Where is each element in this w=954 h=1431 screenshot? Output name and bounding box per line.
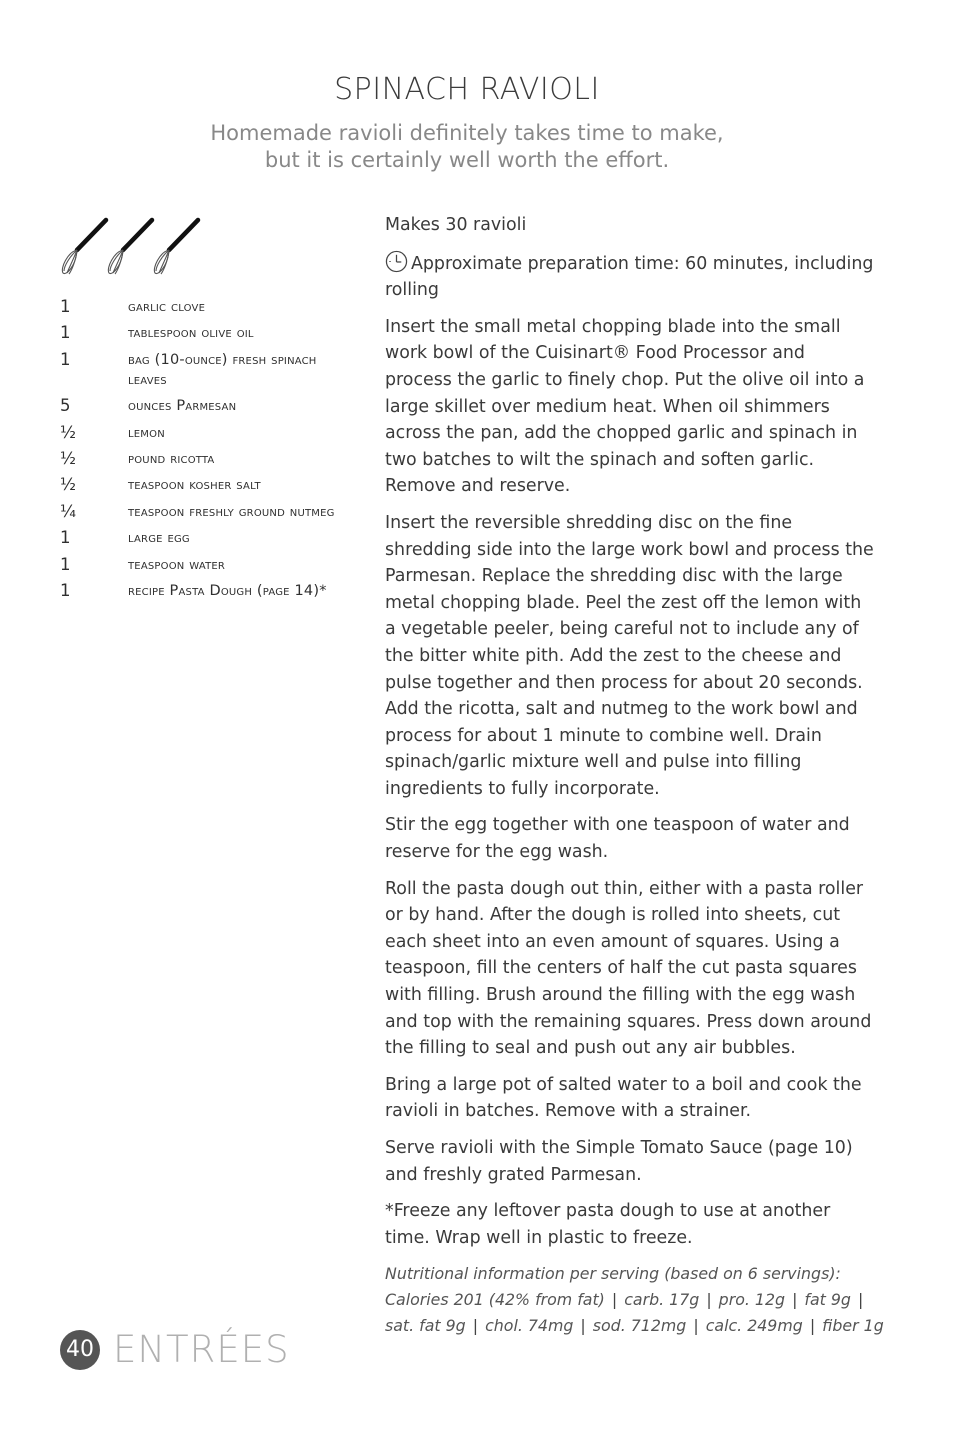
whisk-icon (154, 220, 198, 274)
nutrition-sodium: sod. 712mg (592, 1316, 687, 1336)
step-paragraph: Serve ravioli with the Simple Tomato Sauce (page 10) and freshly grated Parmesan. (385, 1138, 853, 1185)
difficulty-whisks (58, 216, 208, 278)
nutrition-heading: Nutritional information per serving (based on 6 servings): (385, 1264, 841, 1284)
nutrition-calcium: calc. 249mg (705, 1316, 803, 1336)
whisk-icon (108, 220, 152, 274)
nutrition-calories: Calories 201 (42% from fat) (385, 1290, 605, 1310)
nutrition-protein: pro. 12g (718, 1290, 786, 1310)
ingredient-quantity: ½ (60, 422, 76, 442)
ingredient-item (60, 323, 360, 343)
subtitle-line-1: Homemade ravioli definitely takes time to make, (210, 121, 724, 145)
ingredient-name: teaspoon freshly ground nutmeg (128, 503, 335, 520)
ingredient-item (60, 423, 360, 443)
step-paragraph: Bring a large pot of salted water to a boil and cook the ravioli in batches. Remove with a strainer. (385, 1074, 862, 1122)
ingredient-name: pound ricotta (128, 450, 215, 467)
nutrition-info (385, 1261, 884, 1339)
clock-icon (385, 250, 408, 273)
ingredient-quantity: 1 (60, 297, 71, 316)
page-footer (60, 1328, 290, 1371)
ingredient-name: garlic clove (128, 299, 206, 315)
separator: | (792, 1290, 798, 1310)
ingredient-item (60, 555, 360, 575)
nutrition-line-1 (385, 1287, 877, 1313)
separator: | (472, 1316, 479, 1336)
nutrition-fiber: fiber 1g (822, 1316, 884, 1336)
ingredient-quantity: 1 (60, 323, 71, 343)
step-paragraph: Insert the reversible shredding disc on the fine shredding side into the large work bowl and process the Parmesan. Replace the shredding disc with the large metal chopping blade. Peel the zest off the lemon with a vegetable peeler, being careful not to include any of the bitter white pith. Add the zest to the cheese and pulse together and then process for about 20 seconds. Add the ricotta, salt and nutmeg to the work bowl and process for about 1 minute to combine well. Drain spinach/garlic mixture well and pulse into filling ingredients to fully incorporate. (385, 512, 874, 799)
ingredient-quantity: ½ (60, 475, 76, 495)
ingredient-item (60, 350, 360, 390)
ingredient-quantity: ½ (60, 448, 76, 468)
ingredient-item (60, 396, 360, 416)
nutrition-carb: carb. 17g (624, 1290, 700, 1310)
separator: | (611, 1290, 618, 1310)
ingredient-quantity: ¼ (60, 501, 76, 521)
ingredient-name: teaspoon kosher salt (128, 477, 261, 494)
separator: | (706, 1290, 712, 1310)
recipe-title: SPINACH RAVIOLI (334, 72, 600, 107)
step-paragraph: Insert the small metal chopping blade into the small work bowl of the Cuisinart® Food Processor and process the garlic to finely chop. Put the olive oil into a large skillet over medium heat. When oil shimmers across the pan, add the chopped garlic and spinach in two batches to wilt the spinach and soften garlic. Remove and reserve. (385, 316, 865, 497)
prep-time-text: Approximate preparation time: 60 minutes, including rolling (385, 253, 874, 301)
ingredient-name: bag (10-ounce) fresh spinach leaves (128, 351, 317, 388)
step-paragraph: *Freeze any leftover pasta dough to use at another time. Wrap well in plastic to freeze. (385, 1201, 831, 1248)
ingredient-name: ounces Parmesan (128, 398, 237, 415)
yield-text: Makes 30 ravioli (385, 215, 527, 235)
ingredient-item (60, 528, 360, 548)
ingredient-quantity: 5 (60, 396, 71, 416)
ingredient-name: tablespoon olive oil (128, 325, 254, 342)
nutrition-sat-fat: sat. fat 9g (385, 1316, 466, 1336)
ingredient-name: lemon (128, 424, 165, 441)
separator: | (693, 1316, 699, 1336)
ingredient-name: teaspoon water (128, 556, 226, 573)
ingredient-quantity: 1 (60, 580, 71, 600)
page-number-badge: 40 (60, 1330, 100, 1370)
whisk-icon (62, 220, 106, 274)
separator: | (580, 1316, 586, 1336)
ingredient-item (60, 297, 360, 317)
nutrition-chol: chol. 74mg (485, 1316, 574, 1336)
subtitle-line-2: but it is certainly well worth the effort. (264, 148, 670, 172)
recipe-subtitle (0, 120, 934, 174)
ingredient-name: large egg (128, 530, 190, 547)
prep-time (385, 250, 877, 304)
ingredient-quantity: 1 (60, 554, 71, 574)
ingredient-quantity: 1 (60, 528, 71, 548)
ingredient-quantity: 1 (60, 349, 71, 369)
ingredient-item (60, 581, 360, 601)
ingredient-item (60, 449, 360, 469)
ingredient-item (60, 502, 360, 522)
section-label: ENTRÉES (113, 1328, 290, 1371)
ingredient-item (60, 475, 360, 495)
nutrition-line-2 (385, 1313, 884, 1339)
separator: | (858, 1290, 864, 1310)
recipe-instructions (385, 212, 884, 1339)
step-paragraph: Roll the pasta dough out thin, either with a pasta roller or by hand. After the dough is rolled into sheets, cut each sheet into an even amount of squares. Using a teaspoon, fill the centers of half the cut pasta squares with filling. Brush around the filling with the egg wash and top with the remaining squares. Press down around the filling to seal and push out any air bubbles. (385, 878, 872, 1059)
nutrition-fat: fat 9g (804, 1290, 851, 1310)
ingredient-list (60, 297, 360, 607)
ingredient-name: recipe Pasta Dough (page 14)* (128, 582, 327, 599)
separator: | (809, 1316, 816, 1336)
step-paragraph: Stir the egg together with one teaspoon of water and reserve for the egg wash. (385, 815, 850, 863)
